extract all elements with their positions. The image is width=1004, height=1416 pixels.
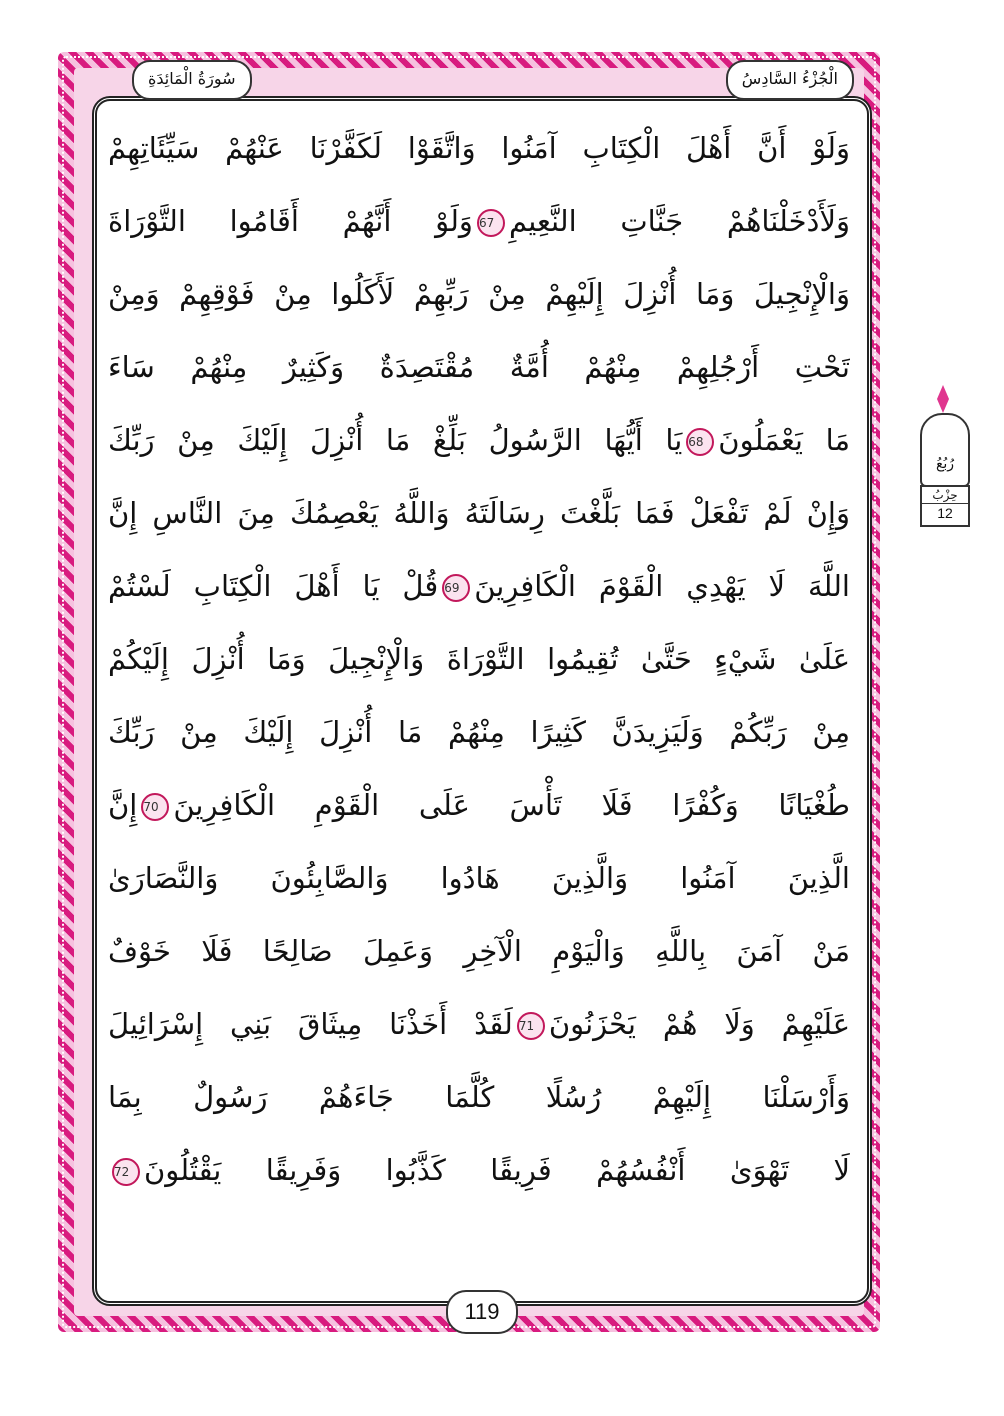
verse-text: وَلَوْ أَنَّ أَهْلَ الْكِتَابِ آمَنُوا وَاتَّقَوْا لَكَفَّرْنَا عَنْهُمْ سَيِّئَاتِهِمْ bbox=[108, 131, 850, 165]
verse-text: طُغْيَانًا وَكُفْرًا فَلَا تَأْسَ عَلَى الْقَوْمِ الْكَافِرِينَ bbox=[173, 788, 850, 822]
text-line bbox=[108, 842, 850, 915]
verse-text: لَقَدْ أَخَذْنَا مِيثَاقَ بَنِي إِسْرَائِيلَ bbox=[108, 1007, 513, 1041]
verse-text: لَا تَهْوَىٰ أَنْفُسُهُمْ فَرِيقًا كَذَّبُوا وَفَرِيقًا يَقْتُلُونَ bbox=[144, 1153, 850, 1187]
verse-text: وَلَأَدْخَلْنَاهُمْ جَنَّاتِ النَّعِيمِ bbox=[508, 204, 850, 238]
text-line bbox=[108, 185, 850, 258]
juz-title: الْجُزْءُ السَّادِسُ bbox=[726, 60, 854, 100]
verse-text: وَأَرْسَلْنَا إِلَيْهِمْ رُسُلًا كُلَّمَا جَاءَهُمْ رَسُولٌ بِمَا bbox=[108, 1080, 850, 1114]
ayah-number-marker: 72 bbox=[112, 1158, 140, 1186]
verse-text: الَّذِينَ آمَنُوا وَالَّذِينَ هَادُوا وَالصَّابِئُونَ وَالنَّصَارَىٰ bbox=[108, 861, 850, 895]
text-line bbox=[108, 404, 850, 477]
verse-text: إِنَّ bbox=[108, 788, 138, 822]
verse-text: وَالْإِنْجِيلَ وَمَا أُنْزِلَ إِلَيْهِمْ مِنْ رَبِّهِمْ لَأَكَلُوا مِنْ فَوْقِهِمْ وَمِنْ bbox=[108, 277, 850, 311]
text-line bbox=[108, 623, 850, 696]
verse-text: مِنْ رَبِّكُمْ وَلَيَزِيدَنَّ كَثِيرًا مِنْهُمْ مَا أُنْزِلَ إِلَيْكَ مِنْ رَبِّكَ bbox=[108, 715, 850, 749]
verse-text: مَا يَعْمَلُونَ bbox=[718, 423, 850, 457]
text-line bbox=[108, 331, 850, 404]
ayah-number-marker: 69 bbox=[442, 574, 470, 602]
text-line bbox=[108, 1061, 850, 1134]
verse-text: وَلَوْ أَنَّهُمْ أَقَامُوا التَّوْرَاةَ bbox=[108, 204, 473, 238]
ayah-number-marker: 67 bbox=[477, 209, 505, 237]
verse-text: وَإِنْ لَمْ تَفْعَلْ فَمَا بَلَّغْتَ رِسَالَتَهُ وَاللَّهُ يَعْصِمُكَ مِنَ النَّاسِ إِنَّ bbox=[108, 496, 850, 530]
text-line bbox=[108, 258, 850, 331]
verse-text: قُلْ يَا أَهْلَ الْكِتَابِ لَسْتُمْ bbox=[108, 569, 439, 603]
text-line bbox=[108, 769, 850, 842]
text-line bbox=[108, 696, 850, 769]
verse-text: تَحْتِ أَرْجُلِهِمْ مِنْهُمْ أُمَّةٌ مُقْتَصِدَةٌ وَكَثِيرٌ مِنْهُمْ سَاءَ bbox=[108, 350, 850, 384]
rub-label-box bbox=[920, 413, 970, 487]
text-line bbox=[108, 477, 850, 550]
rub-label: رُبُعُ bbox=[935, 456, 955, 472]
hizb-label: حِزْبُ bbox=[932, 488, 958, 502]
text-line bbox=[108, 988, 850, 1061]
verse-text: اللَّهَ لَا يَهْدِي الْقَوْمَ الْكَافِرِينَ bbox=[474, 569, 850, 603]
marker-ornament-icon bbox=[937, 385, 949, 413]
hizb-number: 12 bbox=[922, 503, 968, 522]
hizb-marker bbox=[912, 385, 974, 525]
text-line bbox=[108, 1134, 850, 1207]
text-line bbox=[108, 112, 850, 185]
verse-text: مَنْ آمَنَ بِاللَّهِ وَالْيَوْمِ الْآخِرِ وَعَمِلَ صَالِحًا فَلَا خَوْفٌ bbox=[108, 934, 850, 968]
quran-text bbox=[108, 112, 850, 1282]
hizb-box bbox=[920, 485, 970, 527]
ayah-number-marker: 70 bbox=[141, 793, 169, 821]
ayah-number-marker: 68 bbox=[686, 428, 714, 456]
verse-text: عَلَىٰ شَيْءٍ حَتَّىٰ تُقِيمُوا التَّوْرَاةَ وَالْإِنْجِيلَ وَمَا أُنْزِلَ إِلَيْكُمْ bbox=[108, 642, 850, 676]
text-line bbox=[108, 915, 850, 988]
ayah-number-marker: 71 bbox=[517, 1012, 545, 1040]
verse-text: عَلَيْهِمْ وَلَا هُمْ يَحْزَنُونَ bbox=[548, 1007, 850, 1041]
page-number: 119 bbox=[446, 1290, 518, 1334]
surah-title: سُورَةُ الْمَائِدَةِ bbox=[132, 60, 252, 100]
verse-text: يَا أَيُّهَا الرَّسُولُ بَلِّغْ مَا أُنْزِلَ إِلَيْكَ مِنْ رَبِّكَ bbox=[108, 423, 683, 457]
text-line bbox=[108, 550, 850, 623]
